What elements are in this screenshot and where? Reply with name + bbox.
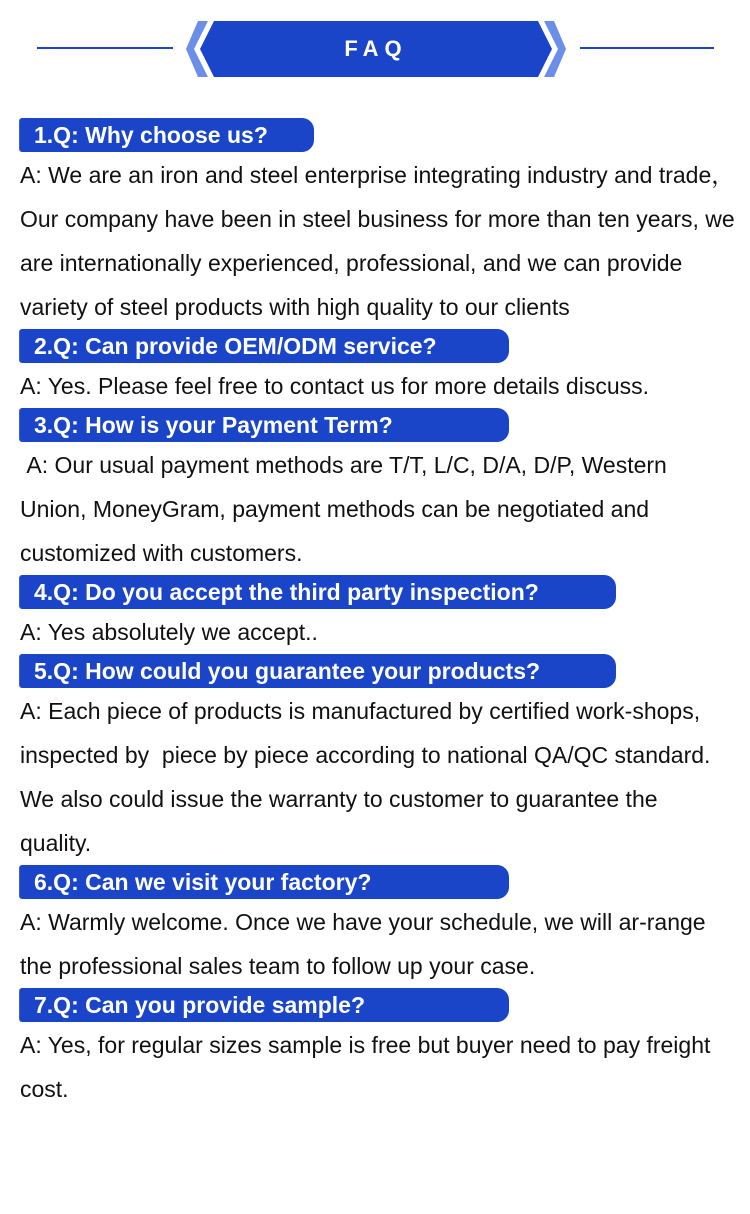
faq-question: 5.Q: How could you guarantee your products?: [20, 654, 616, 688]
faq-answer: A: Yes, for regular sizes sample is free but buyer need to pay freight cost.: [20, 1032, 717, 1102]
faq-question: 6.Q: Can we visit your factory?: [20, 865, 509, 899]
faq-answer: A: Yes absolutely we accept..: [20, 619, 318, 645]
faq-question: 2.Q: Can provide OEM/ODM service?: [20, 329, 509, 363]
faq-question: 1.Q: Why choose us?: [20, 118, 314, 152]
faq-answer: A: Our usual payment methods are T/T, L/C, D/A, D/P, Western Union, MoneyGram, payment methods can be negotiated and customized with customers.: [20, 452, 674, 566]
faq-item: [20, 118, 748, 329]
faq-answer: A: Yes. Please feel free to contact us for more details discuss.: [20, 373, 649, 399]
faq-question: 7.Q: Can you provide sample?: [20, 988, 509, 1022]
page-title: FAQ: [344, 36, 408, 61]
header-left-line: [37, 47, 173, 49]
faq-question: 3.Q: How is your Payment Term?: [20, 408, 509, 442]
faq-item: [20, 408, 735, 575]
faq-item: [20, 988, 735, 1111]
faq-item: [20, 329, 735, 408]
faq-header: [0, 0, 750, 100]
faq-question: 4.Q: Do you accept the third party inspection?: [20, 575, 616, 609]
faq-item: [20, 654, 735, 865]
header-right-line: [580, 47, 714, 49]
faq-list: [20, 118, 748, 1111]
faq-answer: A: We are an iron and steel enterprise integrating industry and trade， Our company have been in steel business for more than ten years, we are internationally experienced, professional, and we can provide variety of steel products with high quality to our clients: [20, 162, 748, 320]
faq-answer: A: Warmly welcome. Once we have your schedule, we will ar-range the professional sales team to follow up your case.: [20, 909, 712, 979]
faq-item: [20, 865, 735, 988]
faq-answer: A: Each piece of products is manufactured by certified work-shops, inspected by piece by piece according to national QA/QC standard. We also could issue the warranty to customer to guarantee the quality.: [20, 698, 717, 856]
faq-item: [20, 575, 735, 654]
